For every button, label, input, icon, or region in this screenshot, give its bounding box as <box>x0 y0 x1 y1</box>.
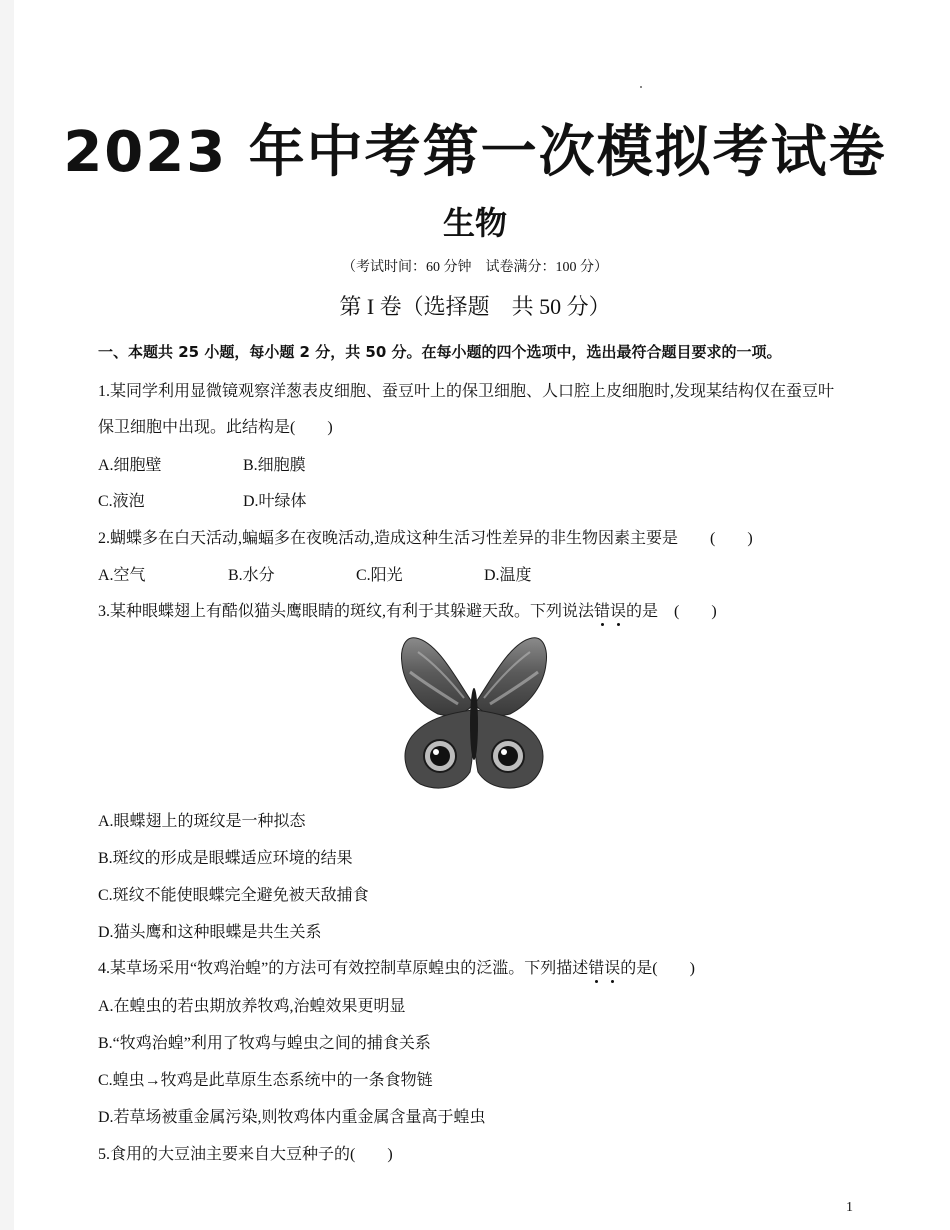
section-title: 第 I 卷（选择题 共 50 分） <box>339 294 611 319</box>
q1-option-c: C.液泡 <box>98 493 145 510</box>
section-instruction: 一、本题共 25 小题，每小题 2 分，共 50 分。在每小题的四个选项中，选出最符合题目要求的一项。 <box>98 343 782 361</box>
q2-stem: 2.蝴蝶多在白天活动,蝙蝠多在夜晚活动,造成这种生活习性差异的非生物因素主要是 ( ) <box>98 530 753 547</box>
butterfly-image <box>398 632 550 792</box>
q4-option-b: B.“牧鸡治蝗”利用了牧鸡与蝗虫之间的捕食关系 <box>98 1035 431 1052</box>
q3-stem-end: 的是 ( ) <box>626 603 717 620</box>
q3-emphasis-char: 误 <box>610 598 626 621</box>
q3-stem-text: 3.某种眼蝶翅上有酷似猫头鹰眼睛的斑纹,有利于其躲避天敌。下列说法 <box>98 603 595 620</box>
exam-title: 2023 年中考第一次模拟考试卷 <box>63 120 887 185</box>
q4-stem-text: 4.某草场采用“牧鸡治蝗”的方法可有效控制草原蝗虫的泛滥。下列描述 <box>98 960 589 977</box>
page-number: 1 <box>846 1200 853 1215</box>
q1-option-d: D.叶绿体 <box>243 493 307 510</box>
q1-option-a: A.细胞壁 <box>98 457 162 474</box>
q2-option-b: B.水分 <box>228 567 275 584</box>
q4-stem <box>98 955 695 978</box>
q3-emphasis-char: 错 <box>594 598 610 621</box>
q4-emphasis-char: 错 <box>588 955 604 978</box>
q3-stem <box>98 598 717 621</box>
q1-option-b: B.细胞膜 <box>243 457 306 474</box>
q4-option-c: C.蝗虫→牧鸡是此草原生态系统中的一条食物链 <box>98 1072 433 1089</box>
q4-option-d: D.若草场被重金属污染,则牧鸡体内重金属含量高于蝗虫 <box>98 1109 486 1126</box>
q4-stem-end: 的是( ) <box>620 960 695 977</box>
q3-option-a: A.眼蝶翅上的斑纹是一种拟态 <box>98 813 306 830</box>
q1-stem-line2: 保卫细胞中出现。此结构是( ) <box>98 419 333 436</box>
q3-option-b: B.斑纹的形成是眼蝶适应环境的结果 <box>98 850 353 867</box>
q5-stem: 5.食用的大豆油主要来自大豆种子的( ) <box>98 1146 393 1163</box>
exam-info: （考试时间：60 分钟 试卷满分：100 分） <box>342 260 608 275</box>
q4-option-a: A.在蝗虫的若虫期放养牧鸡,治蝗效果更明显 <box>98 998 406 1015</box>
q4-emphasis-char: 误 <box>604 955 620 978</box>
scan-speck <box>640 86 642 88</box>
q3-option-c: C.斑纹不能使眼蝶完全避免被天敌捕食 <box>98 887 369 904</box>
subject-title: 生物 <box>442 204 507 242</box>
owl-butterfly-illustration <box>398 632 550 792</box>
q2-option-d: D.温度 <box>484 567 532 584</box>
q2-option-c: C.阳光 <box>356 567 403 584</box>
q3-option-d: D.猫头鹰和这种眼蝶是共生关系 <box>98 924 322 941</box>
q2-option-a: A.空气 <box>98 567 146 584</box>
q1-stem-line1: 1.某同学利用显微镜观察洋葱表皮细胞、蚕豆叶上的保卫细胞、人口腔上皮细胞时,发现某结构仅在蚕豆叶 <box>98 383 835 400</box>
